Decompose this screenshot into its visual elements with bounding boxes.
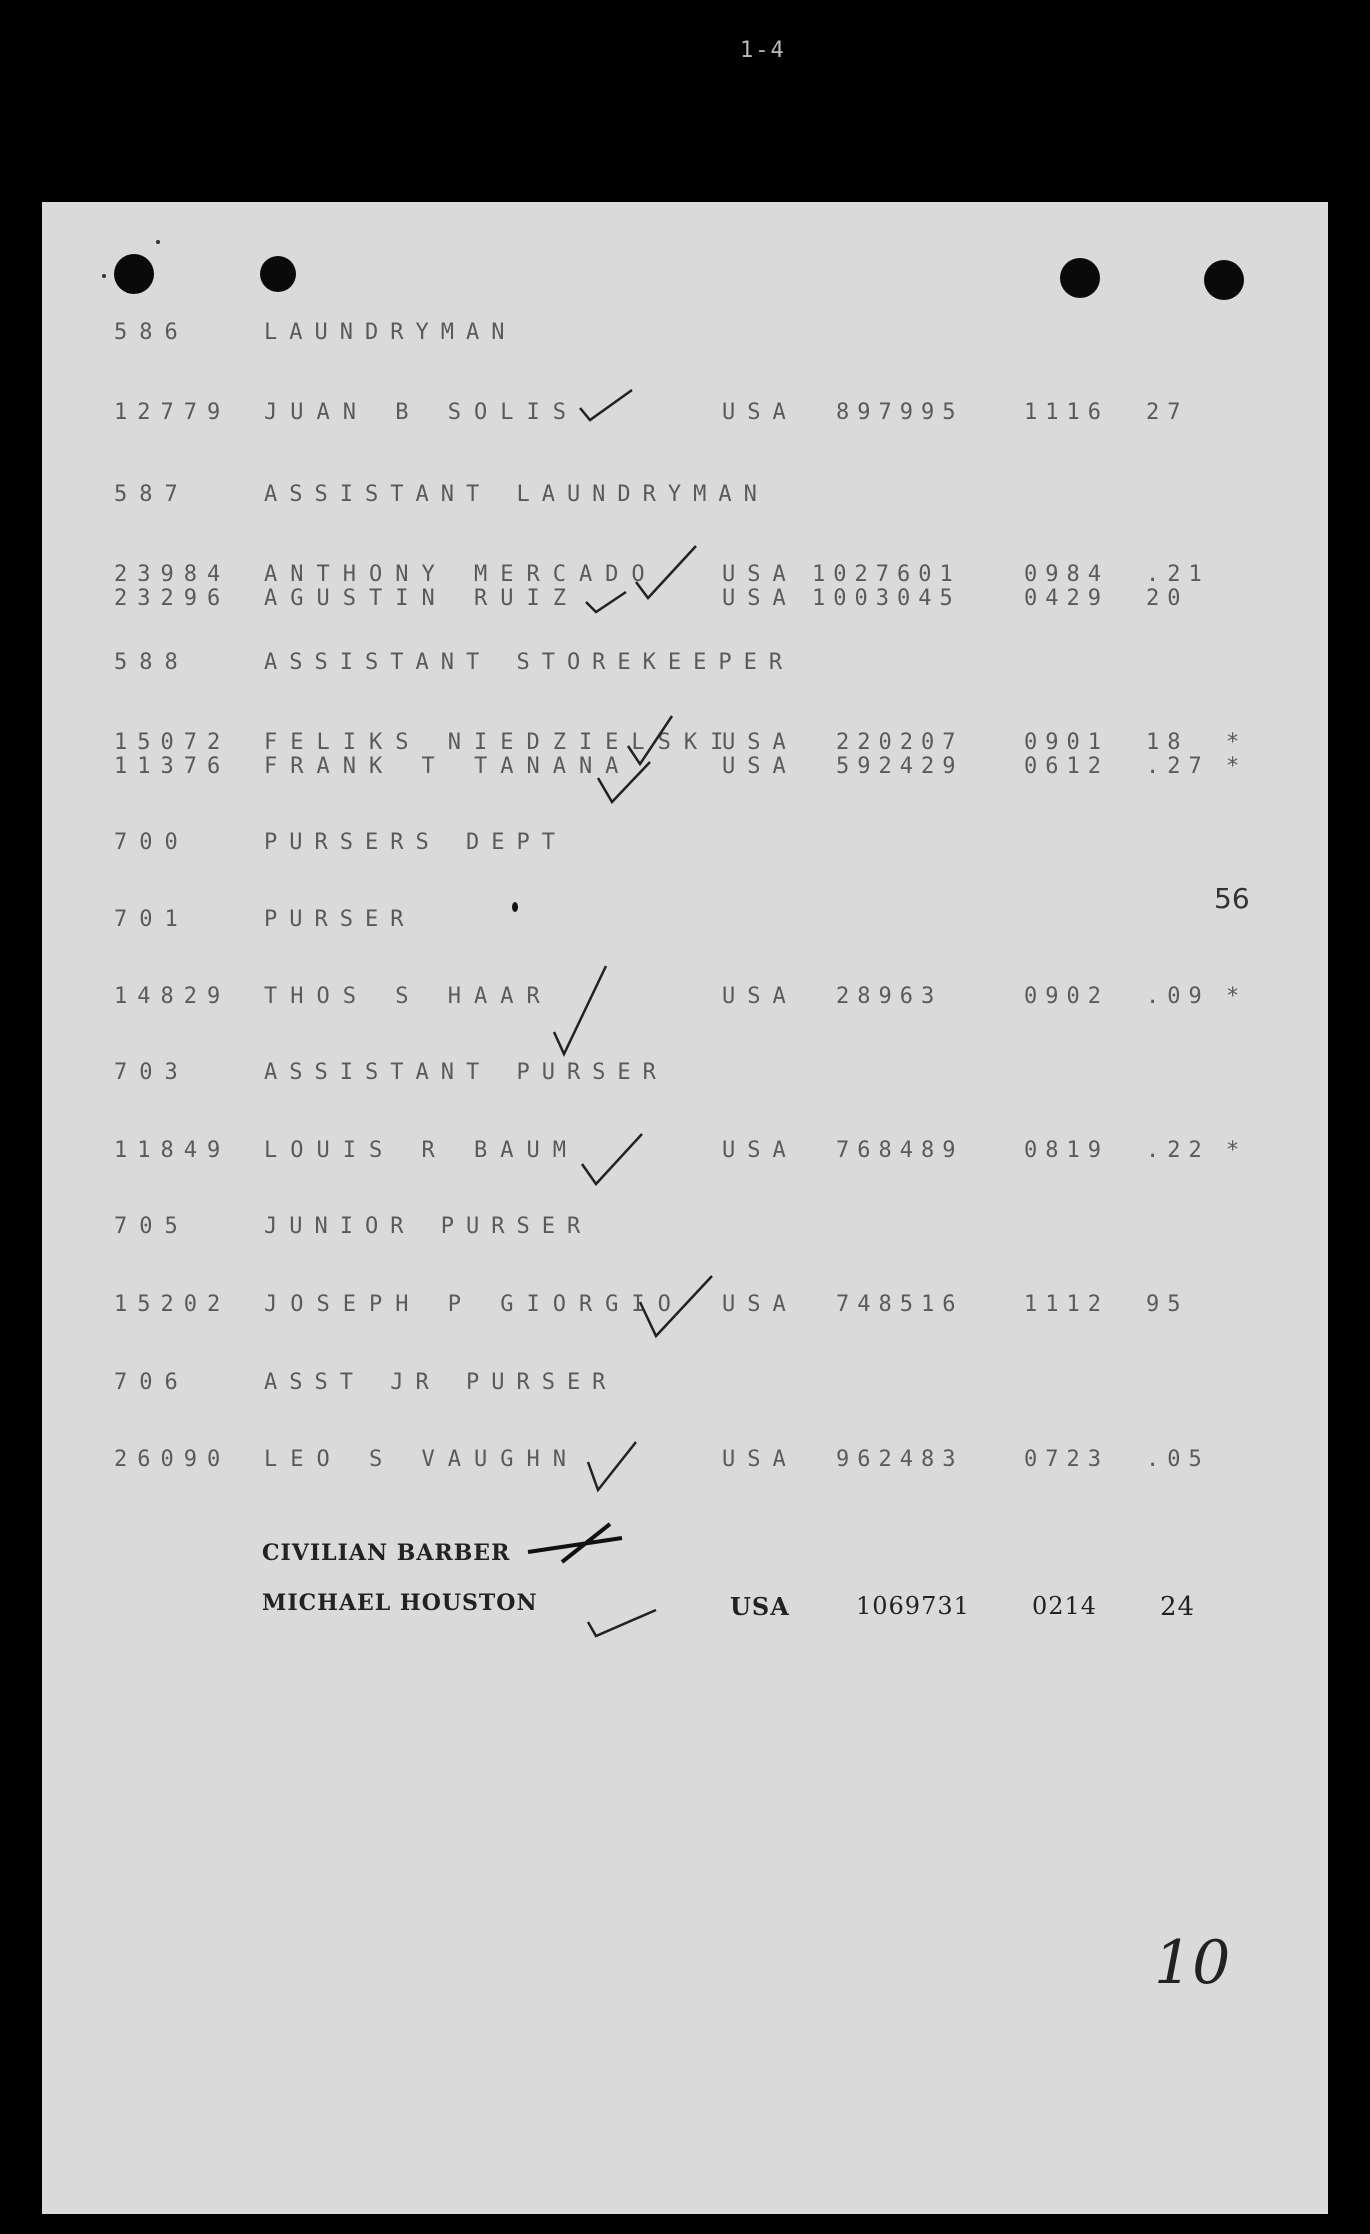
- crew-name: FRANK T TANANA: [264, 754, 632, 779]
- check-mark-icon: [578, 1130, 648, 1190]
- section-title: PURSERS DEPT: [264, 830, 567, 855]
- crew-age: .27: [1146, 754, 1210, 779]
- crew-country: USA: [722, 586, 798, 611]
- crew-star: *: [1226, 1138, 1240, 1163]
- crew-age: 18: [1146, 730, 1189, 755]
- crew-name: LEO S VAUGHN: [264, 1447, 579, 1472]
- crew-country: USA: [722, 754, 798, 779]
- check-mark-icon: [550, 962, 610, 1062]
- check-mark-icon: [594, 758, 654, 808]
- crew-country: USA: [722, 1138, 798, 1163]
- crew-country: USA: [722, 730, 798, 755]
- crew-age: .21: [1146, 562, 1210, 587]
- section-code: 700: [114, 830, 190, 855]
- crew-id: 11376: [114, 754, 231, 779]
- section-title: ASSISTANT PURSER: [264, 1060, 668, 1085]
- crew-number: 220207: [836, 730, 964, 755]
- addendum-age: 24: [1160, 1592, 1196, 1622]
- check-mark-icon: [576, 386, 636, 426]
- crew-age: 20: [1146, 586, 1189, 611]
- crew-star: *: [1226, 984, 1240, 1009]
- crew-name: LOUIS R BAUM: [264, 1138, 579, 1163]
- crew-age: .09: [1146, 984, 1210, 1009]
- crew-number: 592429: [836, 754, 964, 779]
- punch-hole: [1060, 258, 1100, 298]
- crew-date: 0429: [1024, 586, 1109, 611]
- crew-star: *: [1226, 754, 1240, 779]
- section-code: 705: [114, 1214, 190, 1239]
- section-title: ASST JR PURSER: [264, 1370, 618, 1395]
- crew-id: 26090: [114, 1447, 231, 1472]
- check-mark-icon: [632, 542, 702, 602]
- crew-country: USA: [722, 1292, 798, 1317]
- crew-name: FELIKS NIEDZIELSKI: [264, 730, 737, 755]
- crew-star: *: [1226, 730, 1240, 755]
- addendum-name: MICHAEL HOUSTON: [262, 1590, 538, 1616]
- crew-id: 15072: [114, 730, 231, 755]
- section-code: 706: [114, 1370, 190, 1395]
- check-mark-icon: [636, 1272, 716, 1342]
- crew-country: USA: [722, 984, 798, 1009]
- crew-id: 11849: [114, 1138, 231, 1163]
- addendum-date: 0214: [1032, 1592, 1098, 1620]
- section-title: ASSISTANT STOREKEEPER: [264, 650, 795, 675]
- crew-number: 962483: [836, 1447, 964, 1472]
- section-code: 703: [114, 1060, 190, 1085]
- check-mark-icon: [582, 1438, 642, 1498]
- section-code: 586: [114, 320, 190, 345]
- section-code: 588: [114, 650, 190, 675]
- crew-date: 1112: [1024, 1292, 1109, 1317]
- crew-age: .22: [1146, 1138, 1210, 1163]
- section-code: 701: [114, 907, 190, 932]
- crew-date: 0612: [1024, 754, 1109, 779]
- crew-number: 897995: [836, 400, 964, 425]
- top-mark: 1-4: [740, 38, 786, 63]
- section-title: PURSER: [264, 907, 416, 932]
- crew-name: THOS S HAAR: [264, 984, 553, 1009]
- punch-hole: [260, 256, 296, 292]
- punch-hole: [1204, 260, 1244, 300]
- crew-number: 1003045: [812, 586, 961, 611]
- crew-name: AGUSTIN RUIZ: [264, 586, 579, 611]
- punch-hole: [114, 254, 154, 294]
- crew-country: USA: [722, 1447, 798, 1472]
- page-number: 56: [1214, 882, 1250, 915]
- crew-number: 28963: [836, 984, 943, 1009]
- section-title: JUNIOR PURSER: [264, 1214, 593, 1239]
- crew-id: 14829: [114, 984, 231, 1009]
- addendum-number: 1069731: [856, 1592, 970, 1620]
- crew-name: JUAN B SOLIS: [264, 400, 579, 425]
- crew-age: 95: [1146, 1292, 1189, 1317]
- addendum-country: USA: [730, 1592, 790, 1621]
- check-mark-icon: [582, 586, 642, 616]
- crew-country: USA: [722, 400, 798, 425]
- crew-date: 0901: [1024, 730, 1109, 755]
- crew-number: 748516: [836, 1292, 964, 1317]
- crew-age: .05: [1146, 1447, 1210, 1472]
- crew-age: 27: [1146, 400, 1189, 425]
- crew-number: 768489: [836, 1138, 964, 1163]
- strike-check-icon: [522, 1518, 632, 1568]
- crew-id: 23984: [114, 562, 231, 587]
- crew-name: ANTHONY MERCADO: [264, 562, 658, 587]
- crew-number: 1027601: [812, 562, 961, 587]
- crew-date: 0902: [1024, 984, 1109, 1009]
- crew-date: 0723: [1024, 1447, 1109, 1472]
- section-code: 587: [114, 482, 190, 507]
- crew-id: 23296: [114, 586, 231, 611]
- crew-name: JOSEPH P GIORGIO: [264, 1292, 684, 1317]
- crew-date: 0984: [1024, 562, 1109, 587]
- crew-country: USA: [722, 562, 798, 587]
- document-page: [42, 202, 1328, 2214]
- crew-date: 0819: [1024, 1138, 1109, 1163]
- section-title: LAUNDRYMAN: [264, 320, 517, 345]
- check-mark-icon: [582, 1602, 662, 1642]
- crew-id: 12779: [114, 400, 231, 425]
- crew-id: 15202: [114, 1292, 231, 1317]
- addendum-heading: CIVILIAN BARBER: [262, 1540, 511, 1566]
- section-title: ASSISTANT LAUNDRYMAN: [264, 482, 769, 507]
- crew-date: 1116: [1024, 400, 1109, 425]
- corner-note: 10: [1154, 1928, 1231, 1998]
